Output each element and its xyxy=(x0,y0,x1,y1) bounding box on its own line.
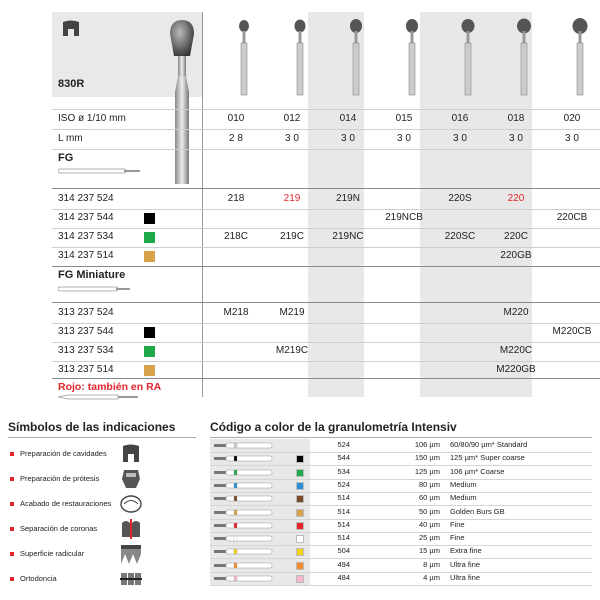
reference-number: 314 237 534 xyxy=(58,231,114,242)
grit-color-code xyxy=(210,420,592,595)
size-cell: 015 xyxy=(395,113,413,124)
grit-micron: 106 µm xyxy=(414,440,440,449)
bullet-dot xyxy=(10,502,14,506)
product-code-cell: 220SC xyxy=(444,231,476,242)
grit-row xyxy=(210,479,592,492)
product-code-cell: 219C xyxy=(280,231,304,242)
legend-item-label: Preparación de cavidades xyxy=(20,449,107,458)
legend-item xyxy=(8,567,196,593)
root-surface-icon xyxy=(118,542,144,566)
grit-micron: 125 µm xyxy=(414,466,440,476)
grit-row xyxy=(210,545,592,558)
grit-micron: 15 µm xyxy=(419,546,440,556)
grit-code: 484 xyxy=(337,573,350,582)
legend-title: Símbolos de las indicaciones xyxy=(8,420,196,438)
grit-description xyxy=(450,533,465,542)
product-code-cell: M220CB xyxy=(552,326,592,337)
product-code-cell: 220S xyxy=(448,193,472,204)
grit-color-swatch xyxy=(144,213,155,224)
grit-color-swatch xyxy=(144,251,155,262)
grit-color-swatch xyxy=(144,327,155,338)
reference-number: 314 237 524 xyxy=(58,193,114,204)
bullet-dot xyxy=(10,477,14,481)
length-cell: 3 0 xyxy=(341,133,355,144)
legend-item xyxy=(8,442,196,468)
row-rule xyxy=(210,585,592,586)
bur-size-014-icon xyxy=(348,18,364,96)
grit-bur-icon xyxy=(214,469,274,476)
grit-code: 534 xyxy=(337,466,350,476)
table-row xyxy=(52,342,600,361)
product-code-cell: M219C xyxy=(275,345,309,356)
prosthesis-prep-icon xyxy=(118,467,144,491)
grit-row xyxy=(210,519,592,532)
grit-color-swatch xyxy=(296,455,304,463)
size-cell: 010 xyxy=(227,113,245,124)
fg-section-title: FG xyxy=(58,152,74,164)
section-rule xyxy=(52,302,600,303)
legend-item xyxy=(8,542,196,568)
reference-number: 314 237 514 xyxy=(58,250,114,261)
legend-item xyxy=(8,517,196,543)
reference-number: 313 237 514 xyxy=(58,364,114,375)
grit-color-swatch xyxy=(144,232,155,243)
table-row xyxy=(52,304,600,323)
grit-description xyxy=(450,560,480,569)
grit-code: 514 xyxy=(337,506,350,516)
reference-number: 313 237 534 xyxy=(58,345,114,356)
bur-size-012-icon xyxy=(292,18,308,96)
grit-row xyxy=(210,559,592,572)
iso-row xyxy=(52,110,600,129)
size-cell: 012 xyxy=(283,113,301,124)
grit-code: 504 xyxy=(337,546,350,556)
fg-miniature-section-title: FG Miniature xyxy=(58,269,126,281)
product-code-cell: 218C xyxy=(224,231,248,242)
grit-description xyxy=(450,480,477,489)
grit-description xyxy=(450,507,505,516)
grit-color-swatch xyxy=(296,548,304,556)
grit-micron: 60 µm xyxy=(419,493,440,503)
model-number: 830R xyxy=(58,78,85,90)
grit-desc-text: Medium xyxy=(450,479,477,489)
grit-description xyxy=(450,573,480,582)
product-code-cell: M218 xyxy=(223,307,249,318)
grit-row xyxy=(210,506,592,519)
bur-size-015-icon xyxy=(404,18,420,96)
grit-color-swatch xyxy=(296,509,304,517)
fg-miniature-shank-icon xyxy=(58,284,142,294)
product-code-cell: 220C xyxy=(504,231,528,242)
bullet-dot xyxy=(10,527,14,531)
bur-size-020-icon xyxy=(572,18,588,96)
grit-color-swatch xyxy=(296,575,304,583)
grit-description xyxy=(450,520,465,529)
grit-micron: 80 µm xyxy=(419,479,440,489)
grit-code: 544 xyxy=(337,453,350,463)
legend-item xyxy=(8,467,196,493)
iso-label: ISO ø 1/10 mm xyxy=(58,113,126,124)
product-code-cell: 220 xyxy=(507,193,525,204)
legend-item-label: Separación de coronas xyxy=(20,524,98,533)
bur-catalog-table xyxy=(52,12,600,397)
length-cell: 3 0 xyxy=(509,133,523,144)
grit-code: 494 xyxy=(337,559,350,569)
grit-code: 524 xyxy=(337,440,350,449)
grit-micron: 40 µm xyxy=(419,519,440,529)
product-code-cell: 220CB xyxy=(556,212,588,223)
size-cell: 016 xyxy=(451,113,469,124)
grit-desc-text: Ultra fine xyxy=(450,559,481,569)
reference-number: 314 237 544 xyxy=(58,212,114,223)
ra-note: Rojo: también en RA xyxy=(58,381,162,393)
length-cell: 2 8 xyxy=(229,133,243,144)
grit-description xyxy=(450,467,504,476)
grit-micron: 4 µm xyxy=(423,573,440,582)
product-code-cell: M220 xyxy=(503,307,529,318)
grit-bur-icon xyxy=(214,509,274,516)
section-rule xyxy=(52,266,600,267)
product-code-cell: 219NC xyxy=(332,231,364,242)
product-code-cell: M220C xyxy=(499,345,533,356)
grit-color-swatch xyxy=(296,495,304,503)
bur-size-010-icon xyxy=(236,18,252,96)
cavity-prep-icon xyxy=(118,442,144,466)
bullet-dot xyxy=(10,552,14,556)
grit-desc-text: Fine xyxy=(450,533,465,543)
grit-color-swatch xyxy=(296,482,304,490)
grit-desc-text: Ultra fine xyxy=(450,573,481,582)
grit-bur-icon xyxy=(214,482,274,489)
grit-desc-text: Standard xyxy=(496,440,528,449)
size-cell: 014 xyxy=(339,113,357,124)
grit-description xyxy=(450,493,477,502)
grit-color-swatch xyxy=(296,562,304,570)
grit-micron: 25 µm xyxy=(419,533,440,543)
grit-alt-micron: 60/80/90 µm* xyxy=(450,440,495,449)
grit-bur-icon xyxy=(214,455,274,462)
grit-code: 514 xyxy=(337,519,350,529)
length-label: L mm xyxy=(58,133,83,144)
legend-item-label: Preparación de prótesis xyxy=(20,474,100,483)
grit-color-swatch xyxy=(296,522,304,530)
table-row xyxy=(52,228,600,247)
grit-row xyxy=(210,439,592,452)
size-cell: 020 xyxy=(563,113,581,124)
restoration-finish-icon xyxy=(118,492,144,516)
grit-bur-icon xyxy=(214,562,274,569)
legend-item-label: Superficie radicular xyxy=(20,549,85,558)
product-code-cell: M220GB xyxy=(496,364,536,375)
grit-row xyxy=(210,466,592,479)
length-cell: 3 0 xyxy=(565,133,579,144)
grit-bur-icon xyxy=(214,575,274,582)
product-code-cell: 219NCB xyxy=(385,212,423,223)
orthodontics-icon xyxy=(118,567,144,591)
product-code-cell: 219 xyxy=(283,193,301,204)
product-code-cell: 219N xyxy=(336,193,360,204)
product-code-cell: 218 xyxy=(227,193,245,204)
section-rule xyxy=(52,378,600,379)
length-cell: 3 0 xyxy=(453,133,467,144)
grit-code: 514 xyxy=(337,533,350,543)
grit-micron: 150 µm xyxy=(414,453,440,463)
grit-alt-micron: 106 µm* xyxy=(450,466,479,476)
grit-row xyxy=(210,572,592,585)
legend-item-label: Ortodoncia xyxy=(20,574,57,583)
grit-title: Código a color de la granulometría Intensiv xyxy=(210,420,592,438)
grit-desc-text: Super coarse xyxy=(480,453,525,463)
grit-code: 514 xyxy=(337,493,350,503)
grit-code: 524 xyxy=(337,479,350,489)
size-cell: 018 xyxy=(507,113,525,124)
grit-bur-icon xyxy=(214,495,274,502)
grit-description xyxy=(450,546,482,555)
grit-desc-text: Extra fine xyxy=(450,546,482,556)
grit-desc-text: Golden Burs GB xyxy=(450,506,505,516)
grit-row xyxy=(210,532,592,545)
ra-shank-icon xyxy=(58,393,142,401)
length-cell: 3 0 xyxy=(285,133,299,144)
table-row xyxy=(52,190,600,209)
row-rule xyxy=(52,149,600,150)
grit-row xyxy=(210,492,592,505)
length-cell: 3 0 xyxy=(397,133,411,144)
grit-color-swatch xyxy=(296,535,304,543)
grit-row xyxy=(210,452,592,465)
legend-item-label: Acabado de restauraciones xyxy=(20,499,112,508)
reference-number: 313 237 524 xyxy=(58,307,114,318)
grit-bur-icon xyxy=(214,548,274,555)
legend-item xyxy=(8,492,196,518)
cavity-prep-icon xyxy=(60,20,82,38)
section-rule xyxy=(52,188,600,189)
grit-desc-text: Medium xyxy=(450,493,477,503)
bullet-dot xyxy=(10,452,14,456)
grit-color-swatch xyxy=(144,365,155,376)
grit-desc-text: Coarse xyxy=(480,466,505,476)
grit-desc-text: Fine xyxy=(450,519,465,529)
grit-alt-micron: 125 µm* xyxy=(450,453,479,463)
grit-description xyxy=(450,440,527,449)
grit-color-swatch xyxy=(296,469,304,477)
reference-number: 313 237 544 xyxy=(58,326,114,337)
bullet-dot xyxy=(10,577,14,581)
grit-micron: 50 µm xyxy=(419,506,440,516)
indications-legend xyxy=(8,420,196,595)
main-bur-illustration xyxy=(162,18,202,186)
table-row xyxy=(52,323,600,342)
grit-bur-icon xyxy=(214,442,274,449)
product-code-cell: 220GB xyxy=(500,250,532,261)
crown-separation-icon xyxy=(118,517,144,541)
length-row xyxy=(52,130,600,149)
table-row xyxy=(52,247,600,266)
fg-shank-icon xyxy=(58,166,142,176)
product-code-cell: M219 xyxy=(279,307,305,318)
grit-bur-icon xyxy=(214,535,274,542)
bur-size-018-icon xyxy=(516,18,532,96)
grit-bur-icon xyxy=(214,522,274,529)
grit-color-swatch xyxy=(144,346,155,357)
bur-size-016-icon xyxy=(460,18,476,96)
grit-micron: 8 µm xyxy=(423,559,440,569)
table-row xyxy=(52,209,600,228)
grit-description xyxy=(450,453,525,462)
